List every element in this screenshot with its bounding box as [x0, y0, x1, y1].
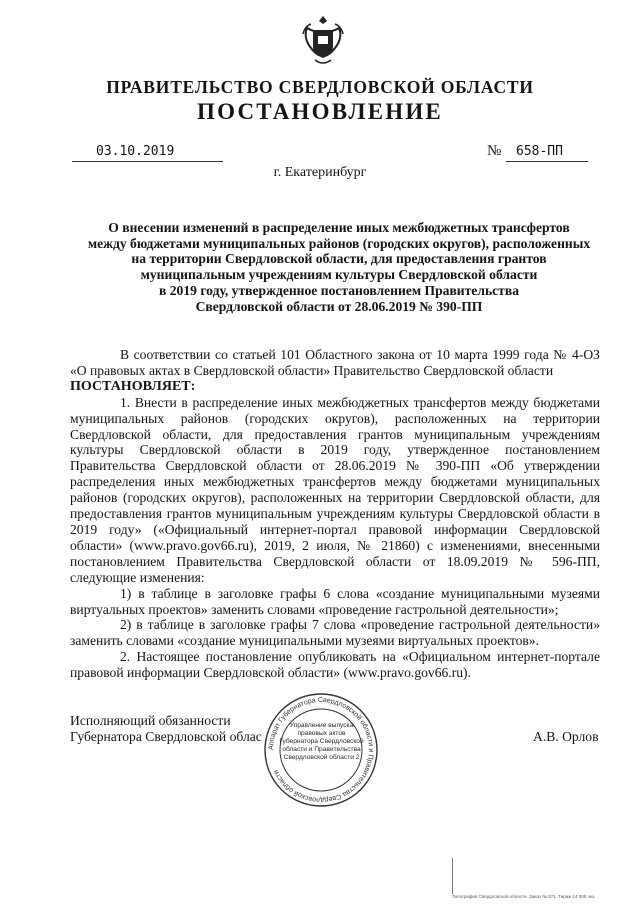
document-subject	[66, 220, 612, 314]
paragraph-1-1: 1) в таблице в заголовке графы 6 слова «создание муниципальными музеями виртуальных проектов» заменить словами «проведение гастрольной деятельности»;	[70, 585, 600, 617]
document-number: 658-ПП	[516, 144, 563, 159]
signatory-name: А.В. Орлов	[533, 729, 599, 744]
number-field	[506, 144, 588, 162]
decrees-heading: ПОСТАНОВЛЯЕТ:	[70, 378, 196, 394]
document-date: 03.10.2019	[96, 144, 175, 159]
paragraph-2: 2. Настоящее постановление опубликовать на «Официальном интернет-портале правовой информации Свердловской области» (www.pravo.gov66.ru).	[70, 649, 600, 681]
subject-line: муниципальным учреждениям культуры Свердловской области	[140, 267, 538, 283]
stamp-ring-text: Аппарат Губернатора Свердловской области и Правительства Свердловской области	[267, 696, 375, 804]
subject-line: между бюджетами муниципальных районов (городских округов), расположенных	[87, 235, 591, 251]
government-title: ПРАВИТЕЛЬСТВО СВЕРДЛОВСКОЙ ОБЛАСТИ	[106, 77, 534, 97]
subject-line: О внесении изменений в распределение иных межбюджетных трансфертов	[108, 220, 570, 235]
subject-line: Свердловской области от 28.06.2019 № 390-ПП	[195, 298, 483, 314]
paragraph-1: 1. Внести в распределение иных межбюджетных трансфертов между бюджетами муниципальных районов (городских округов), расположенных на территории Свердловской области, для предоставления грантов муниципальным учреждениям культуры Свердловской области в 2019 году, утвержденное постановлением Правительства Свердловской области от 28.06.2019 № 390-ПП «Об утверждении распределения иных межбюджетных трансфертов между бюджетами муниципальных районов (городских округов), расположенных на территории Свердловской области, для предоставления грантов муниципальным учреждениям культуры Свердловской области в 2019 году» («Официальный интернет-портал правовой информации Свердловской области» (www.pravo.gov66.ru), 2019, 2 июля, № 21860) с изменениями, внесенными постановлением Правительства Свердловской области от 18.09.2019 № 596-ПП, следующие изменения:	[70, 394, 600, 585]
footer-rule	[452, 858, 453, 894]
number-sign: №	[487, 143, 502, 159]
document-body	[70, 347, 600, 681]
city: г. Екатеринбург	[273, 165, 367, 180]
position-line: Губернатора Свердловской облас	[70, 728, 262, 744]
signatory-position	[70, 713, 262, 745]
stamp-inner-text: Управление выпуска правовых актов Губернатора Свердловской области и Правительства Свердловской области 2	[279, 722, 364, 761]
position-line: Исполняющий обязанности	[70, 713, 231, 728]
paragraph-1-2: 2) в таблице в заголовке графы 7 слова «проведение гастрольной деятельности» заменить словами «создание муниципальными музеями виртуальных проектов».	[70, 617, 600, 649]
date-field	[72, 144, 223, 162]
subject-line: на территории Свердловской области, для предоставления грантов	[131, 251, 547, 267]
coat-of-arms-icon	[301, 14, 345, 68]
document-type: ПОСТАНОВЛЕНИЕ	[197, 99, 443, 124]
intro-paragraph: В соответствии со статьей 101 Областного закона от 10 марта 1999 года № 4-ОЗ «О правовых актах в Свердловской области» Правительство Свердловской области	[70, 347, 600, 378]
subject-line: в 2019 году, утвержденное постановлением Правительства	[159, 282, 519, 298]
printer-footer: Типография Свердловской области. Заказ № 571. Тираж 14 000 экз.	[452, 894, 596, 899]
